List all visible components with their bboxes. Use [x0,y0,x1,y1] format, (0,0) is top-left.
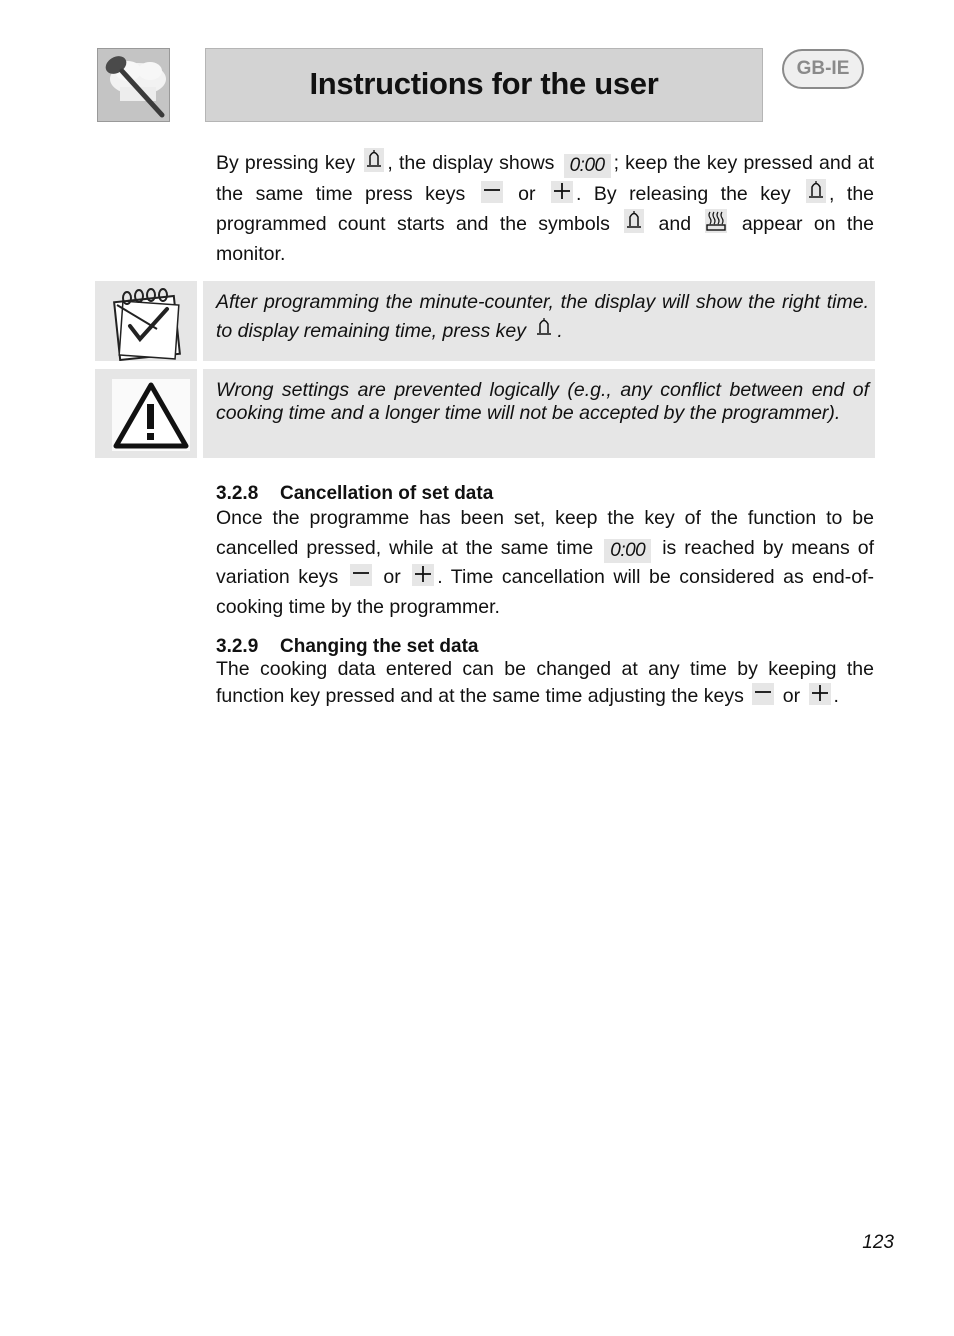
display-reading: 0:00 [604,539,651,563]
section-title: Cancellation of set data [280,483,494,504]
warning-triangle-icon [95,369,197,458]
notepad-check-icon [95,281,195,361]
section-heading-328 [216,483,493,505]
minus-key-icon [752,683,774,705]
plus-key-icon [412,564,434,586]
warning-text: Wrong settings are prevented logically (e.g., any conflict between end of cooking time and a longer time will not be accepted by the programmer). [216,379,869,424]
header-title-bar [205,48,763,122]
display-reading: 0:00 [564,154,611,178]
note-text [216,289,869,345]
intro-text: or [518,182,536,205]
section-text: Once the programme has been set, keep the key of the function to be cancelled pressed, while at the same time [216,507,874,559]
note-icon-panel [95,281,203,361]
note-text-part: . [557,320,563,342]
intro-paragraph [216,148,874,269]
section-text: . Time cancellation will be considered as end-of-cooking time by the programmer. [216,566,874,618]
page-title: Instructions for the user [309,66,659,101]
minus-key-icon [350,564,372,586]
intro-text: and [658,213,692,235]
section-text: or [782,685,801,707]
bell-key-icon [534,316,554,340]
minus-key-icon [481,181,503,203]
intro-text: ; keep the key pressed and at the same time press keys [216,152,874,205]
note-box [95,281,875,361]
section-328-paragraph [216,504,874,622]
warning-icon-panel [95,369,203,458]
cooking-pot-icon [705,209,727,233]
intro-text: , the programmed count starts and the symbols [216,182,875,235]
region-badge: GB-IE [782,49,864,89]
intro-text: appear on the monitor. [216,213,875,265]
intro-text: , the display shows [387,152,555,174]
chef-logo [97,48,170,122]
intro-text: . By releasing the key [575,182,791,205]
bell-key-icon [364,148,384,172]
plus-key-icon [551,181,573,203]
section-number: 3.2.9 [216,636,259,657]
plus-key-icon [809,683,831,705]
intro-text: By pressing key [216,152,356,174]
page-number: 123 [862,1232,894,1253]
bell-key-icon [806,179,826,203]
section-heading-329 [216,636,478,658]
chef-spoon-icon [98,49,169,121]
section-329-paragraph [216,656,874,710]
section-text: . [833,685,839,707]
section-text: or [383,566,401,588]
section-title: Changing the set data [280,636,479,657]
section-text: The cooking data entered can be changed at any time by keeping the function key pressed and at the same time adjusting the keys [216,658,874,707]
bell-symbol-icon [624,209,644,233]
warning-box [95,369,875,458]
section-text: is reached by means of variation keys [216,536,875,588]
section-number: 3.2.8 [216,483,259,504]
note-text-part: After programming the minute-counter, the display will show the right time. to display remaining time, press key [216,291,869,342]
